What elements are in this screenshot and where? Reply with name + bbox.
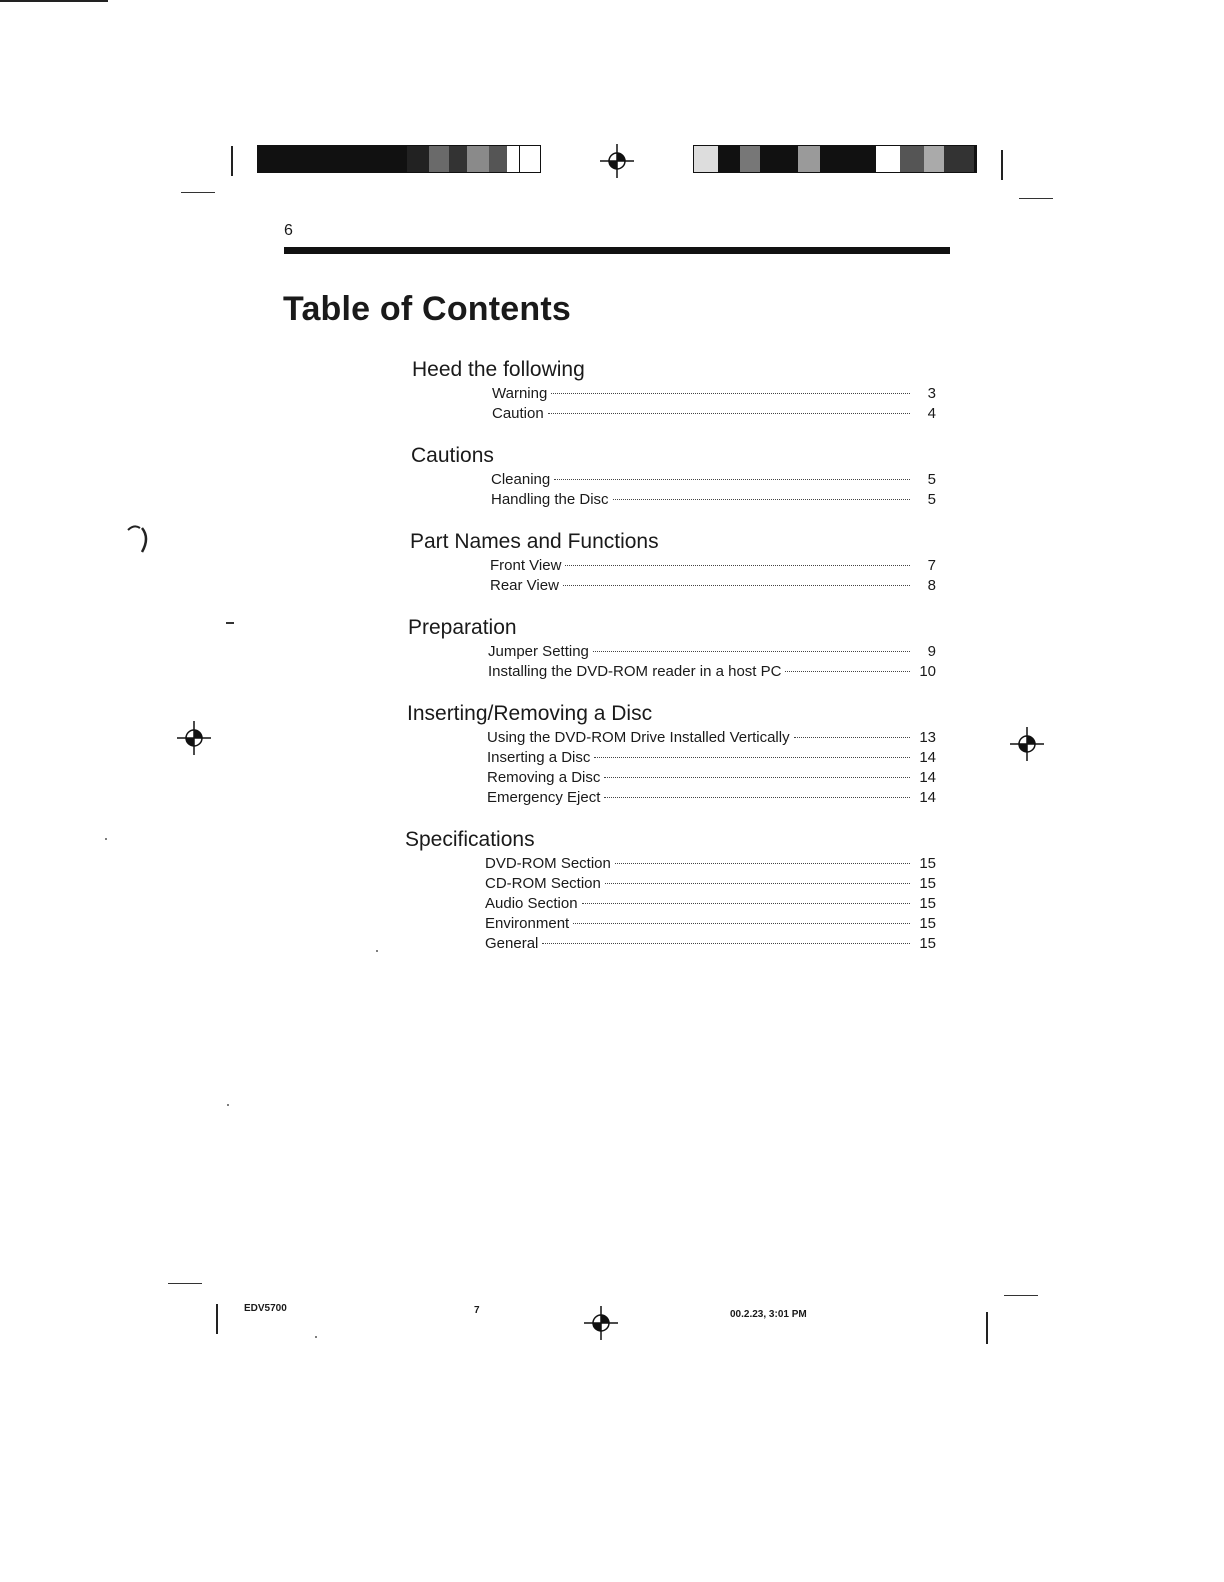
entry-label: Installing the DVD-ROM reader in a host PC [488, 663, 782, 680]
toc-section-heed [412, 356, 936, 424]
crop-mark [0, 0, 108, 2]
footer-timestamp: 00.2.23, 3:01 PM [730, 1309, 807, 1320]
entry-page: 15 [919, 935, 936, 952]
toc-entry[interactable] [487, 788, 936, 808]
crop-mark [1019, 198, 1053, 199]
entry-page: 13 [919, 729, 936, 746]
toc-entry[interactable] [491, 490, 936, 510]
dot-leader [615, 863, 910, 864]
toc-entry[interactable] [485, 894, 936, 914]
entry-page: 9 [927, 643, 936, 660]
entry-label: Using the DVD-ROM Drive Installed Vertically [487, 729, 790, 746]
entry-page: 5 [927, 491, 936, 508]
registration-mark-icon [177, 721, 211, 755]
crop-mark [231, 146, 233, 176]
footer-model: EDV5700 [244, 1303, 287, 1314]
entry-page: 5 [927, 471, 936, 488]
entry-label: CD-ROM Section [485, 875, 601, 892]
scan-artifact [124, 522, 154, 556]
toc-entry[interactable] [485, 914, 936, 934]
toc-entry[interactable] [485, 854, 936, 874]
toc-section-specifications [405, 826, 936, 954]
toc-entry[interactable] [487, 748, 936, 768]
crop-mark [216, 1304, 218, 1334]
dot-leader [604, 797, 910, 798]
section-heading: Cautions [411, 444, 494, 467]
section-heading: Part Names and Functions [410, 530, 659, 553]
entry-label: DVD-ROM Section [485, 855, 611, 872]
entry-label: Audio Section [485, 895, 578, 912]
header-rule [284, 247, 950, 254]
crop-mark [181, 192, 215, 193]
toc-section-cautions [411, 442, 936, 510]
dot-leader [554, 479, 910, 480]
color-calibration-bar-left [257, 145, 541, 173]
color-calibration-bar-right [693, 145, 977, 173]
section-heading: Preparation [408, 616, 517, 639]
registration-mark-icon [584, 1306, 618, 1340]
section-heading: Specifications [405, 828, 535, 851]
toc-section-part-names [410, 528, 936, 596]
entry-label: Front View [490, 557, 562, 574]
dot-leader [593, 651, 910, 652]
entry-page: 3 [927, 385, 936, 402]
crop-mark [1004, 1295, 1038, 1296]
crop-mark [168, 1283, 202, 1284]
entry-page: 8 [927, 577, 936, 594]
crop-mark [1001, 150, 1003, 180]
page-number: 6 [284, 222, 293, 239]
entry-page: 7 [927, 557, 936, 574]
entry-page: 14 [919, 749, 936, 766]
toc-entry[interactable] [485, 874, 936, 894]
entry-label: Environment [485, 915, 570, 932]
entry-label: Warning [492, 385, 548, 402]
toc-entry[interactable] [485, 934, 936, 954]
entry-label: Rear View [490, 577, 559, 594]
entry-label: Caution [492, 405, 544, 422]
toc-entry[interactable] [490, 556, 936, 576]
toc-entry[interactable] [488, 642, 936, 662]
table-of-contents [404, 356, 936, 972]
section-heading: Inserting/Removing a Disc [407, 702, 653, 725]
page-title: Table of Contents [283, 290, 571, 328]
entry-page: 14 [919, 769, 936, 786]
toc-entry[interactable] [491, 470, 936, 490]
entry-page: 14 [919, 789, 936, 806]
scan-artifact [315, 1336, 317, 1338]
entry-label: Handling the Disc [491, 491, 609, 508]
toc-section-preparation [408, 614, 936, 682]
dot-leader [785, 671, 910, 672]
dot-leader [551, 393, 910, 394]
dot-leader [582, 903, 910, 904]
entry-page: 4 [927, 405, 936, 422]
toc-entry[interactable] [487, 728, 936, 748]
dot-leader [594, 757, 910, 758]
scan-artifact [105, 838, 107, 840]
dot-leader [565, 565, 910, 566]
footer-sheet-number: 7 [474, 1305, 480, 1316]
registration-mark-icon [1010, 727, 1044, 761]
entry-page: 10 [919, 663, 936, 680]
entry-page: 15 [919, 855, 936, 872]
dot-leader [613, 499, 910, 500]
dot-leader [794, 737, 910, 738]
entry-label: Cleaning [491, 471, 551, 488]
entry-label: Removing a Disc [487, 769, 601, 786]
toc-entry[interactable] [488, 662, 936, 682]
dot-leader [604, 777, 910, 778]
entry-label: Jumper Setting [488, 643, 589, 660]
crop-mark [986, 1312, 988, 1344]
toc-section-inserting-removing [407, 700, 936, 808]
dot-leader [563, 585, 910, 586]
dot-leader [573, 923, 910, 924]
entry-page: 15 [919, 875, 936, 892]
toc-entry[interactable] [492, 404, 936, 424]
registration-mark-icon [600, 144, 634, 178]
entry-label: Emergency Eject [487, 789, 601, 806]
scan-artifact [226, 622, 234, 624]
dot-leader [542, 943, 910, 944]
entry-label: General [485, 935, 539, 952]
toc-entry[interactable] [487, 768, 936, 788]
scan-artifact [227, 1104, 229, 1106]
toc-entry[interactable] [492, 384, 936, 404]
dot-leader [548, 413, 910, 414]
entry-page: 15 [919, 895, 936, 912]
scan-artifact [376, 950, 378, 952]
dot-leader [605, 883, 910, 884]
entry-page: 15 [919, 915, 936, 932]
entry-label: Inserting a Disc [487, 749, 591, 766]
toc-entry[interactable] [490, 576, 936, 596]
section-heading: Heed the following [412, 358, 585, 381]
